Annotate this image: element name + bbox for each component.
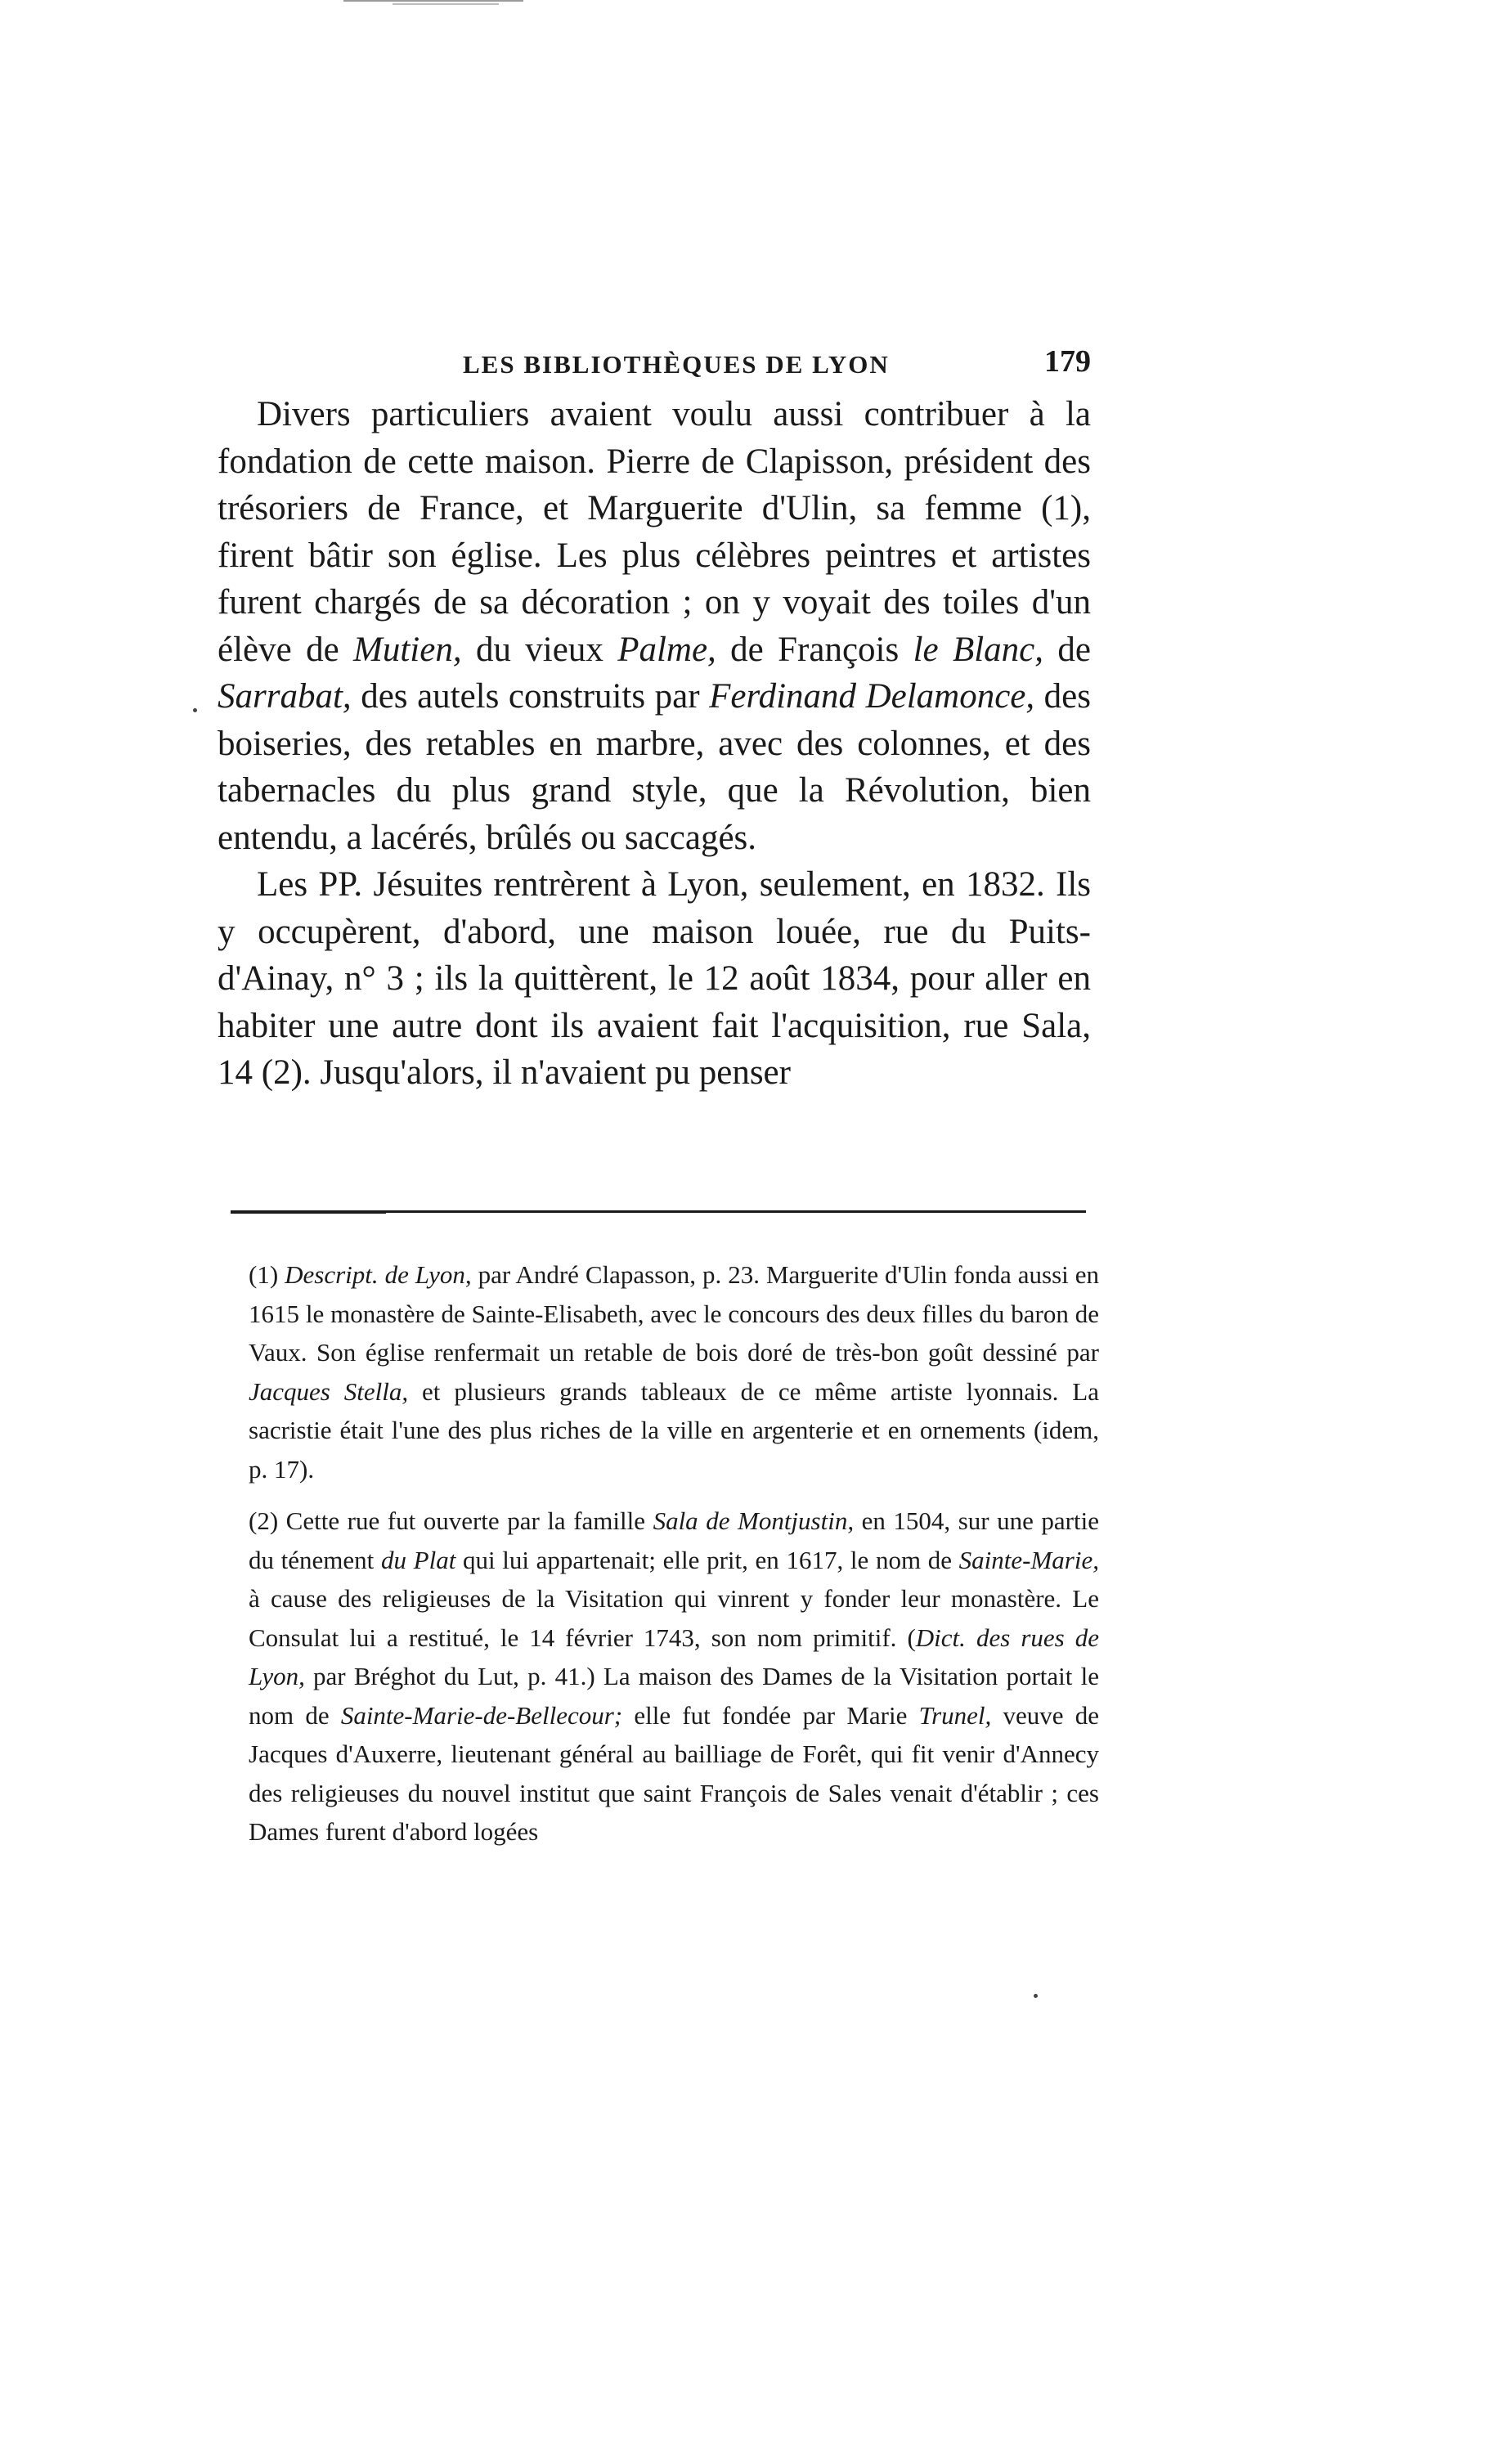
text-run: et plusieurs grands tableaux de ce même artiste lyonnais. La sacristie était l'une des plus riches de la ville en argenterie et en ornements (idem, p. 17). (249, 1376, 1099, 1484)
main-text (218, 391, 1091, 1097)
text-run: Divers particuliers avaient voulu aussi contribuer à la fondation de cette maison. Pierre de Clapisson, président des trésoriers de France, et Marguerite d'Ulin, sa femme (1), firent bâtir son église. Les plus célèbres peintres et artistes furent chargés de sa décoration ; on y voyait des toiles d'un élève de (218, 395, 1091, 669)
text-run: (2) Cette rue fut ouverte par la famille (249, 1506, 653, 1535)
text-run: Les PP. Jésuites rentrèrent à Lyon, seulement, en 1832. Ils y occupèrent, d'abord, une maison louée, rue du Puits-d'Ainay, n° 3 ; ils la quittèrent, le 12 août 1834, pour aller en habiter une autre dont ils avaient fait l'acquisition, rue Sala, 14 (2). Jusqu'alors, il n'avaient pu penser (218, 865, 1091, 1092)
text-run: à cause des religieuses de la Visitation qui vinrent y fonder leur monastère. Le Consulat lui a restitué, le 14 février 1743, son nom primitif. ( (249, 1584, 1099, 1652)
italic-name: Jacques Stella, (249, 1376, 409, 1406)
page-header (218, 343, 1091, 393)
text-run: en 1504, sur une partie du ténement (249, 1506, 1099, 1574)
text-run: qui lui appartenait; elle prit, en 1617, le nom de (455, 1545, 959, 1574)
scan-artifact (393, 3, 499, 10)
text-run: de François (716, 630, 913, 669)
scan-speck (1034, 1994, 1038, 1998)
footnote-rule-accent (231, 1211, 386, 1214)
text-run: par Bréghot du Lut, p. 41.) La maison des Dames de la Visitation portait le nom de (249, 1662, 1099, 1730)
italic-name: du Plat (380, 1545, 456, 1574)
page-number: 179 (1044, 344, 1091, 379)
italic-name: Palme, (617, 630, 716, 669)
italic-name: Mutien, (353, 630, 462, 669)
text-run: elle fut fondée par Marie (622, 1700, 919, 1730)
running-title: LES BIBLIOTHÈQUES DE LYON (463, 350, 890, 379)
footnote-1 (249, 1255, 1099, 1488)
italic-name: Sala de Montjustin, (653, 1506, 855, 1535)
italic-name: Ferdinand Delamonce, (709, 677, 1035, 716)
text-run: veuve de Jacques d'Auxerre, lieutenant général au bailliage de Forêt, qui fit venir d'Annecy des religieuses du nouvel institut que saint François de Sales venait d'établir ; ces Dames furent d'abord logées (249, 1700, 1099, 1846)
italic-title: Descript. de Lyon, (285, 1260, 472, 1289)
text-run: (1) (249, 1260, 285, 1289)
text-run: de (1043, 630, 1091, 669)
italic-name: Sarrabat, (218, 677, 352, 716)
italic-title: Dict. des rues de Lyon, (249, 1623, 1099, 1690)
footnote-2 (249, 1502, 1099, 1852)
italic-name: Sainte-Marie, (958, 1545, 1099, 1574)
italic-name: Sainte-Marie-de-Bellecour; (340, 1700, 623, 1730)
text-run: par André Clapasson, p. 23. Marguerite d'Ulin fonda aussi en 1615 le monastère de Sainte-Elisabeth, avec le concours des deux filles du baron de Vaux. Son église renfermait un retable de bois doré de très-bon goût dessiné par (249, 1260, 1099, 1367)
text-run: du vieux (461, 630, 618, 669)
text-run: des boiseries, des retables en marbre, avec des colonnes, et des tabernacles du plus grand style, que la Révolution, bien entendu, a lacérés, brûlés ou saccagés. (218, 677, 1091, 857)
footnotes (249, 1255, 1099, 1865)
italic-name: le Blanc, (913, 630, 1044, 669)
paragraph (218, 861, 1091, 1097)
scan-speck (193, 708, 197, 712)
paragraph (218, 391, 1091, 861)
italic-name: Trunel, (918, 1700, 992, 1730)
text-run: des autels construits par (351, 677, 710, 716)
